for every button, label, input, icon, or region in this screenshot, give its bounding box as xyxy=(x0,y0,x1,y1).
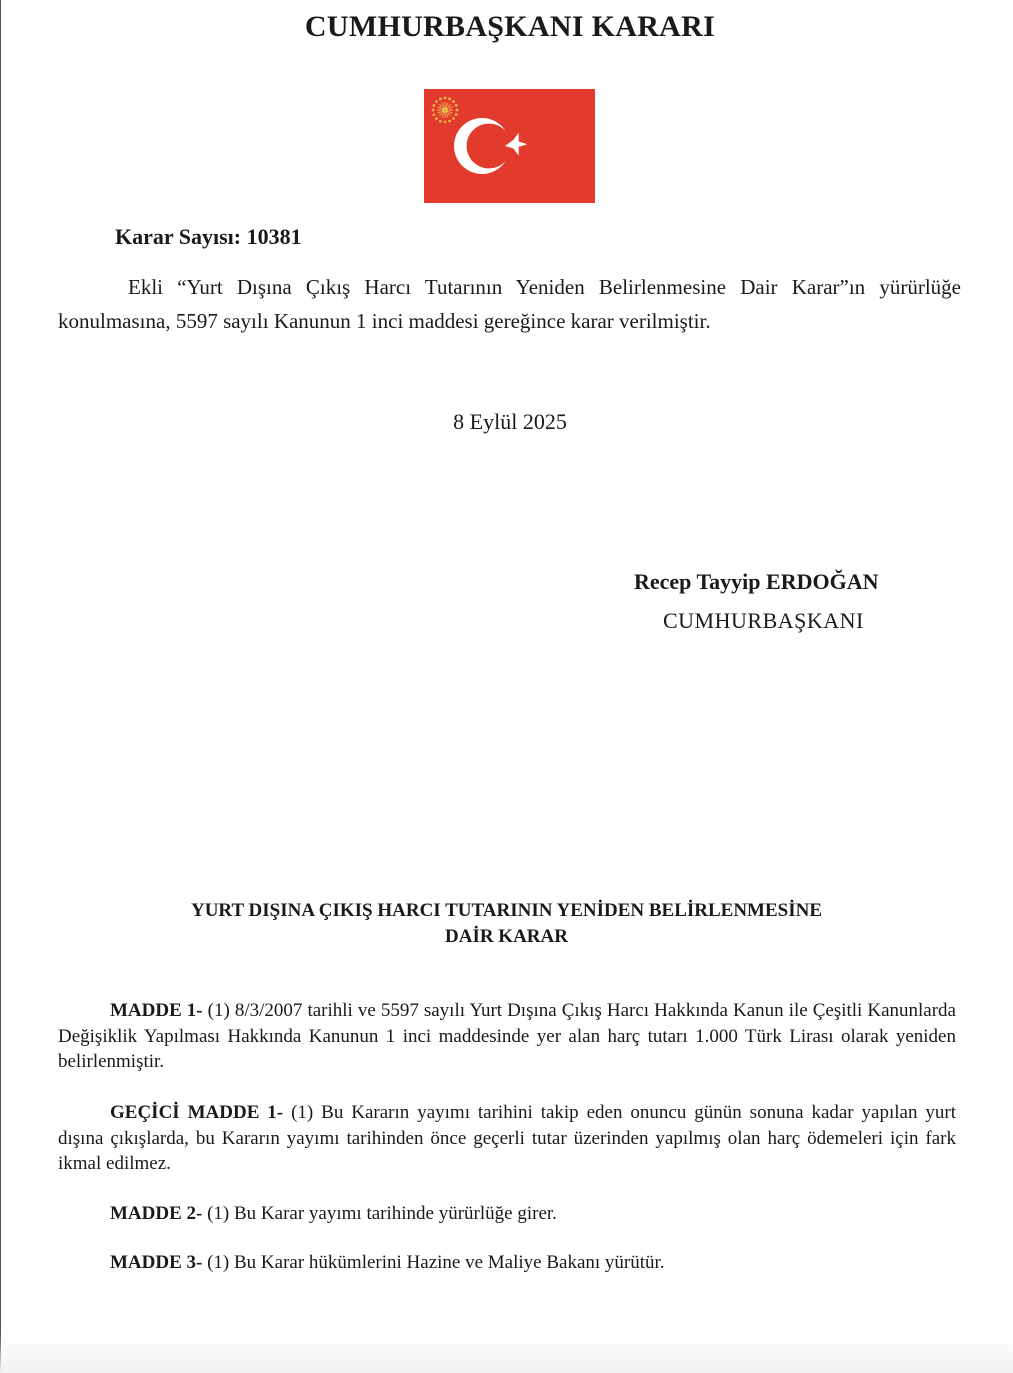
page-title: CUMHURBAŞKANI KARARI xyxy=(304,10,716,43)
presidential-flag-emblem xyxy=(424,89,595,203)
decision-number: Karar Sayısı: 10381 xyxy=(115,224,302,249)
article-text: (1) Bu Karar hükümlerini Hazine ve Maliye Bakanı yürütür. xyxy=(207,1252,665,1273)
article-label: MADDE 1- xyxy=(110,1000,203,1021)
page-edge xyxy=(0,0,1,1373)
article-2 xyxy=(58,1201,956,1227)
page-bottom-shadow xyxy=(0,1333,1013,1373)
intro-text: Ekli “Yurt Dışına Çıkış Harcı Tutarının Yeniden Belirlenmesine Dair Karar”ın yürürlüğe konulmasına, 5597 sayılı Kanunun 1 inci maddesi gereğince karar verilmiştir. xyxy=(58,275,961,333)
signatory-name: Recep Tayyip ERDOĞAN xyxy=(634,569,879,594)
decision-date: 8 Eylül 2025 xyxy=(453,409,567,434)
signatory-title: CUMHURBAŞKANI xyxy=(663,608,864,633)
article-label: MADDE 3- xyxy=(110,1252,203,1273)
article-text: (1) 8/3/2007 tarihli ve 5597 sayılı Yurt Dışına Çıkış Harcı Hakkında Kanun ile Çeşitli Kanunlarda Değişiklik Yapılması Hakkında Kanunun 1 inci maddesinde yer alan harç tutarı 1.000 Türk Lirası olarak yeniden belirlenmiştir. xyxy=(58,1000,956,1072)
decree-title-line-1: YURT DIŞINA ÇIKIŞ HARCI TUTARININ YENİDEN BELİRLENMESİNE xyxy=(190,900,823,921)
article-text: (1) Bu Kararın yayımı tarihini takip eden onuncu günün sonuna kadar yapılan yurt dışına çıkışlarda, bu Kararın yayımı tarihinden önce geçerli tutar üzerinden yapılmış olan harç ödemeleri için fark ikmal edilmez. xyxy=(58,1102,957,1174)
intro-paragraph xyxy=(58,270,961,338)
article-1 xyxy=(58,998,956,1075)
article-text: (1) Bu Karar yayımı tarihinde yürürlüğe girer. xyxy=(207,1203,557,1224)
decree-title-line-2: DAİR KARAR xyxy=(445,926,568,947)
decree-title xyxy=(0,898,1013,950)
article-label: GEÇİCİ MADDE 1- xyxy=(110,1102,284,1123)
temporary-article-1 xyxy=(58,1100,956,1177)
article-3 xyxy=(58,1250,956,1276)
article-label: MADDE 2- xyxy=(110,1203,203,1224)
